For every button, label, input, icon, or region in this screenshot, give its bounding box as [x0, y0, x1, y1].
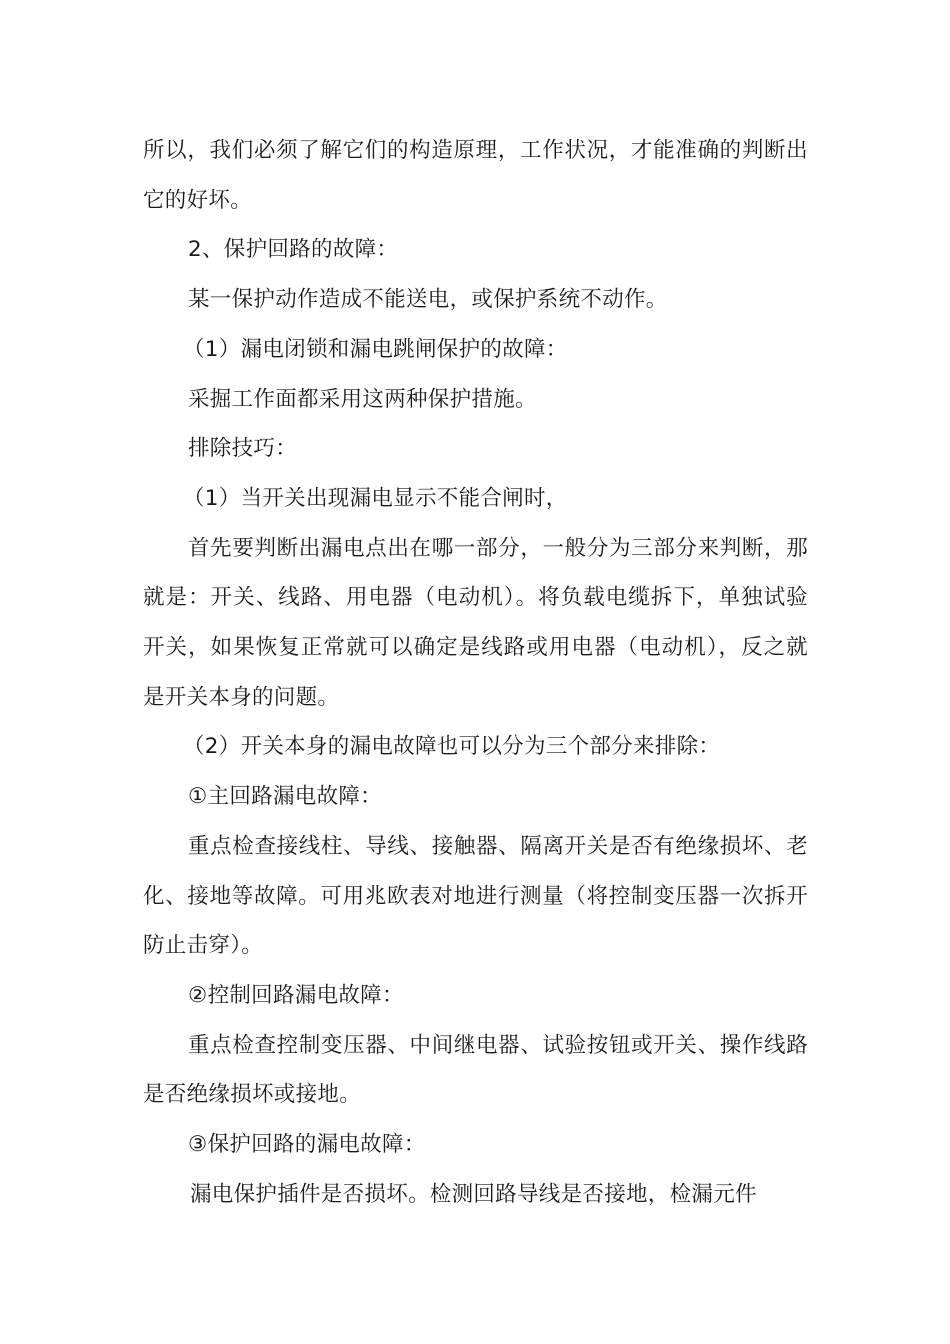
- subheading-switch-leakage-display: （1）当开关出现漏电显示不能合闸时，: [183, 485, 568, 511]
- heading-troubleshooting-tips: 排除技巧：: [188, 436, 298, 462]
- document-body: [143, 126, 808, 1219]
- paragraph-control-circuit-check: 重点检查控制变压器、中间继电器、试验按钮或开关、操作线路是否绝缘损坏或接地。: [143, 1032, 808, 1108]
- item-control-circuit-leakage: ②控制回路漏电故障：: [188, 982, 404, 1008]
- paragraph-protection-description: 某一保护动作造成不能送电，或保护系统不动作。: [188, 287, 668, 313]
- item-main-circuit-leakage: ①主回路漏电故障：: [188, 784, 382, 810]
- section-heading-protection-circuit-fault: 2、保护回路的故障：: [188, 237, 399, 263]
- subheading-switch-internal-leakage: （2）开关本身的漏电故障也可以分为三个部分来排除：: [183, 734, 721, 760]
- item-protection-circuit-leakage: ③保护回路的漏电故障：: [188, 1132, 426, 1158]
- paragraph-judge-leakage-point: 首先要判断出漏电点出在哪一部分，一般分为三部分来判断，那就是：开关、线路、用电器（电动机）。将负载电缆拆下，单独试验开关，如果恢复正常就可以确定是线路或用电器（电动机），反之就是开关本身的问题。: [143, 535, 808, 710]
- paragraph-continuation: 所以，我们必须了解它们的构造原理，工作状况，才能准确的判断出它的好坏。: [143, 138, 808, 213]
- paragraph-mining-face-measures: 采掘工作面都采用这两种保护措施。: [188, 386, 537, 412]
- subheading-leakage-lock-trip-fault: （1）漏电闭锁和漏电跳闸保护的故障：: [183, 336, 568, 362]
- paragraph-main-circuit-check: 重点检查接线柱、导线、接触器、隔离开关是否有绝缘损坏、老化、接地等故障。可用兆欧表对地进行测量（将控制变压器一次拆开防止击穿）。: [143, 833, 808, 959]
- paragraph-protection-plugin-check: 漏电保护插件是否损坏。检测回路导线是否接地，检漏元件: [190, 1181, 757, 1207]
